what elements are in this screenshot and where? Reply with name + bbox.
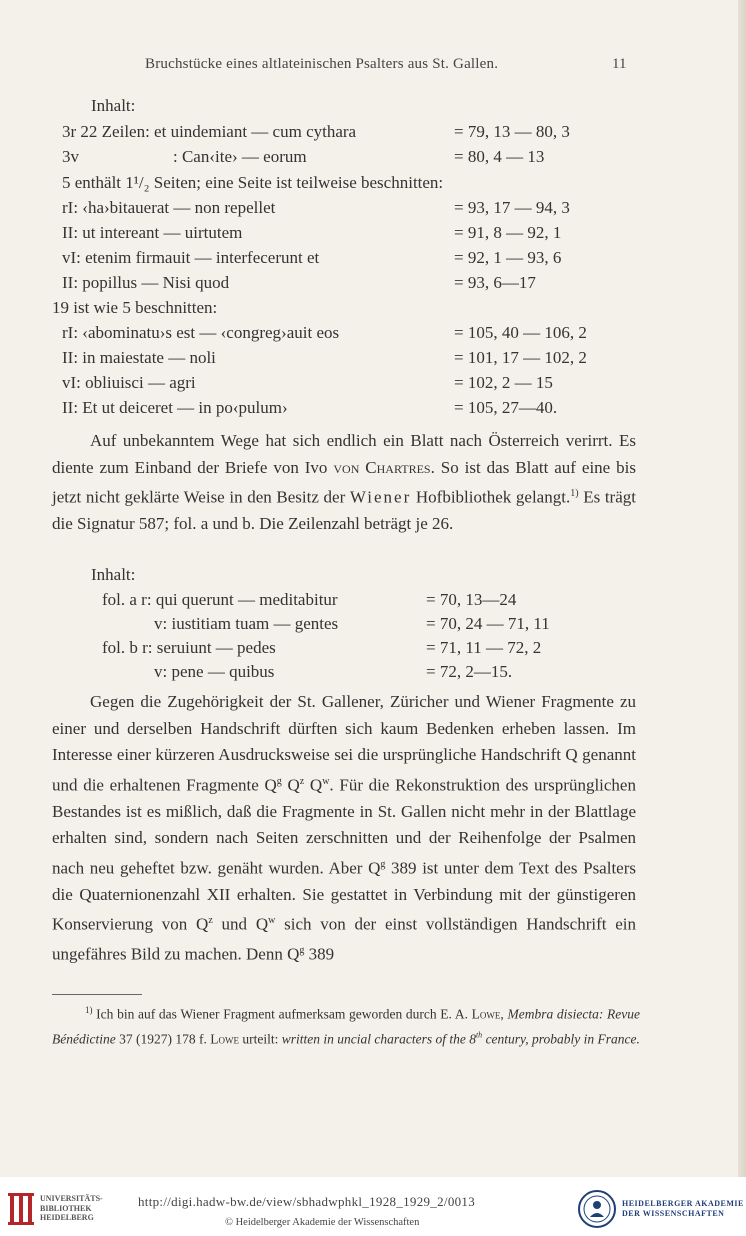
text-run: 37 (1927) 178 f. [115,1031,211,1046]
library-name-line: UNIVERSITÄTS- [40,1194,103,1203]
university-library-name [40,1194,103,1223]
university-library-logo-icon[interactable] [8,1191,36,1232]
content-line-ref: = 70, 24 — 71, 11 [426,614,550,633]
text-run: von [333,457,360,477]
content-line-left: II: in maiestate — noli [62,348,216,367]
footnote-divider [52,994,142,995]
page-number: 11 [612,56,627,72]
text-run: Lowe [210,1031,239,1046]
academy-name-line: DER WISSENSCHAFTEN [622,1209,725,1218]
text-run: urteilt: [238,1031,282,1046]
content-line-ref: = 102, 2 — 15 [454,373,553,392]
text-run: Ich bin auf das Wiener Fragment aufmerksam geworden durch E. A. [92,1006,472,1022]
content-line-left: II: popillus — Nisi quod [62,273,230,292]
content-line-ref: = 105, 40 — 106, 2 [454,323,587,342]
content-line-left: v: pene — quibus [154,662,275,681]
footnote-ref[interactable]: 1) [570,488,579,499]
content-line-left: 3v [62,147,79,166]
library-name-line: HEIDELBERG [40,1213,94,1222]
content-line-left: 3r 22 Zeilen: et uindemiant — cum cythara [62,122,357,141]
content-line-left: II: Et ut deiceret — in po‹pulum› [62,398,288,417]
footnote [52,1000,640,1049]
superscript: w [322,775,330,787]
text-run: century, probably in France. [482,1031,640,1046]
text-run: und Q [212,914,269,934]
text-run: Gegen die Zugehörigkeit der St. Gallener, Züricher und Wiener Fragmente zu einer und derselben Handschrift dürften sich kaum Bedenken erheben lassen. Im Interesse einer kürzeren Ausdrucksweise sei die ursprüngliche Handschrift Q genannt und die erhaltenen Fragmente Q [52,692,636,795]
content-line-ref: = 80, 4 — 13 [454,147,545,166]
text-run: , [500,1006,508,1022]
content-line-left: II: ut intereant — uirtutem [62,223,243,242]
superscript: g [299,945,305,957]
inhalt-heading: Inhalt: [91,565,136,584]
content-line-left: rI: ‹abominatu›s est — ‹congreg›auit eos [62,323,340,342]
content-line-left: fol. b r: seruiunt — pedes [102,638,276,657]
text-run: Es trägt die Signatur 587; fol. a und b. Die Zeilenzahl beträgt je 26. [52,487,636,534]
content-line-left: v: iustitiam tuam — gentes [154,614,339,633]
text-run: Q [304,775,323,795]
academy-name [622,1199,744,1219]
content-line-ref: = 72, 2—15. [426,662,513,681]
academy-seal-icon[interactable] [577,1189,617,1234]
footnote-mark: 1) [85,1005,93,1015]
content-line-ref: = 101, 17 — 102, 2 [454,348,587,367]
content-line-ref: = 93, 17 — 94, 3 [454,198,570,217]
text-run: Hofbibliothek gelangt. [411,487,571,507]
content-line-left: fol. a r: qui querunt — meditabitur [102,590,338,609]
text-run: Wiener [349,487,412,507]
content-line-ref: = 79, 13 — 80, 3 [454,122,570,141]
content-line-ref: = 71, 11 — 72, 2 [426,638,542,657]
text-run: Chartres [365,457,431,477]
fragment-heading: 5 enthält 1¹/₂ Seiten; eine Seite ist teilweise beschnitten: [62,173,444,192]
text-run: . Für die Rekonstruktion des ursprünglichen Bestandes ist es mißlich, daß die Fragmente in St. Gallen nicht mehr in der Blattlage erhalten sind, sondern nach Seiten zerschnitten und der Reihenfolge der Psalmen nach neu geheftet bzw. genäht wurden. Aber Q [52,775,636,878]
text-run: 389 [304,945,335,965]
superscript: w [268,915,276,927]
content-line-ref: = 70, 13—24 [426,590,517,609]
fragment-heading: 19 ist wie 5 beschnitten: [52,298,218,317]
text-run: Auf unbekanntem Wege hat sich endlich ein Blatt nach Österreich verirrt. Es diente zum Einband der Briefe von Ivo [52,431,636,477]
text-run: Lowe [471,1006,501,1022]
running-title: Bruchstücke eines altlateinischen Psalters aus St. Gallen. [145,56,499,72]
text-run: sich von der einst vollständigen Handschrift ein ungefähres Bild zu machen. Denn Q [52,914,637,965]
content-line-left: vI: etenim firmauit — interfecerunt et [62,248,320,267]
content-line-ref: = 92, 1 — 93, 6 [454,248,562,267]
text-run: Q [281,775,300,795]
body-paragraph [52,689,636,969]
content-line-ref: = 105, 27—40. [454,398,558,417]
permalink-url[interactable]: http://digi.hadw-bw.de/view/sbhadwphkl_1928_1929_2/0013 [138,1194,476,1209]
body-paragraph [52,428,636,538]
content-line-left: : Can‹ite› — eorum [173,147,307,166]
superscript: g [276,775,282,787]
content-line-ref: = 93, 6—17 [454,273,536,292]
copyright-notice: © Heidelberger Akademie der Wissenschaften [225,1217,420,1228]
superscript: g [380,858,386,870]
text-run: Membra disiecta: Revue Bénédictine [52,1006,640,1046]
text-run: 389 ist unter dem Text des Psalters die Quaternionenzahl XII erhalten. Sie gestattet in Verbindung mit der günstigeren Konservierung von Q [52,858,636,934]
library-name-line: BIBLIOTHEK [40,1203,92,1213]
content-line-left: rI: ‹ha›bitauerat — non repellet [62,198,276,217]
text-run: written in uncial characters of the 8 [281,1031,476,1046]
superscript: z [208,915,213,927]
academy-name-line: HEIDELBERGER AKADEMIE [622,1199,744,1208]
inhalt-heading: Inhalt: [91,96,136,115]
content-line-left: vI: obliuisci — agri [62,373,196,392]
content-line-ref: = 91, 8 — 92, 1 [454,223,562,242]
superscript: th [475,1030,483,1040]
superscript: z [299,775,305,787]
text-run: . So ist das Blatt auf eine bis jetzt nicht geklärte Weise in den Besitz der [52,457,636,507]
